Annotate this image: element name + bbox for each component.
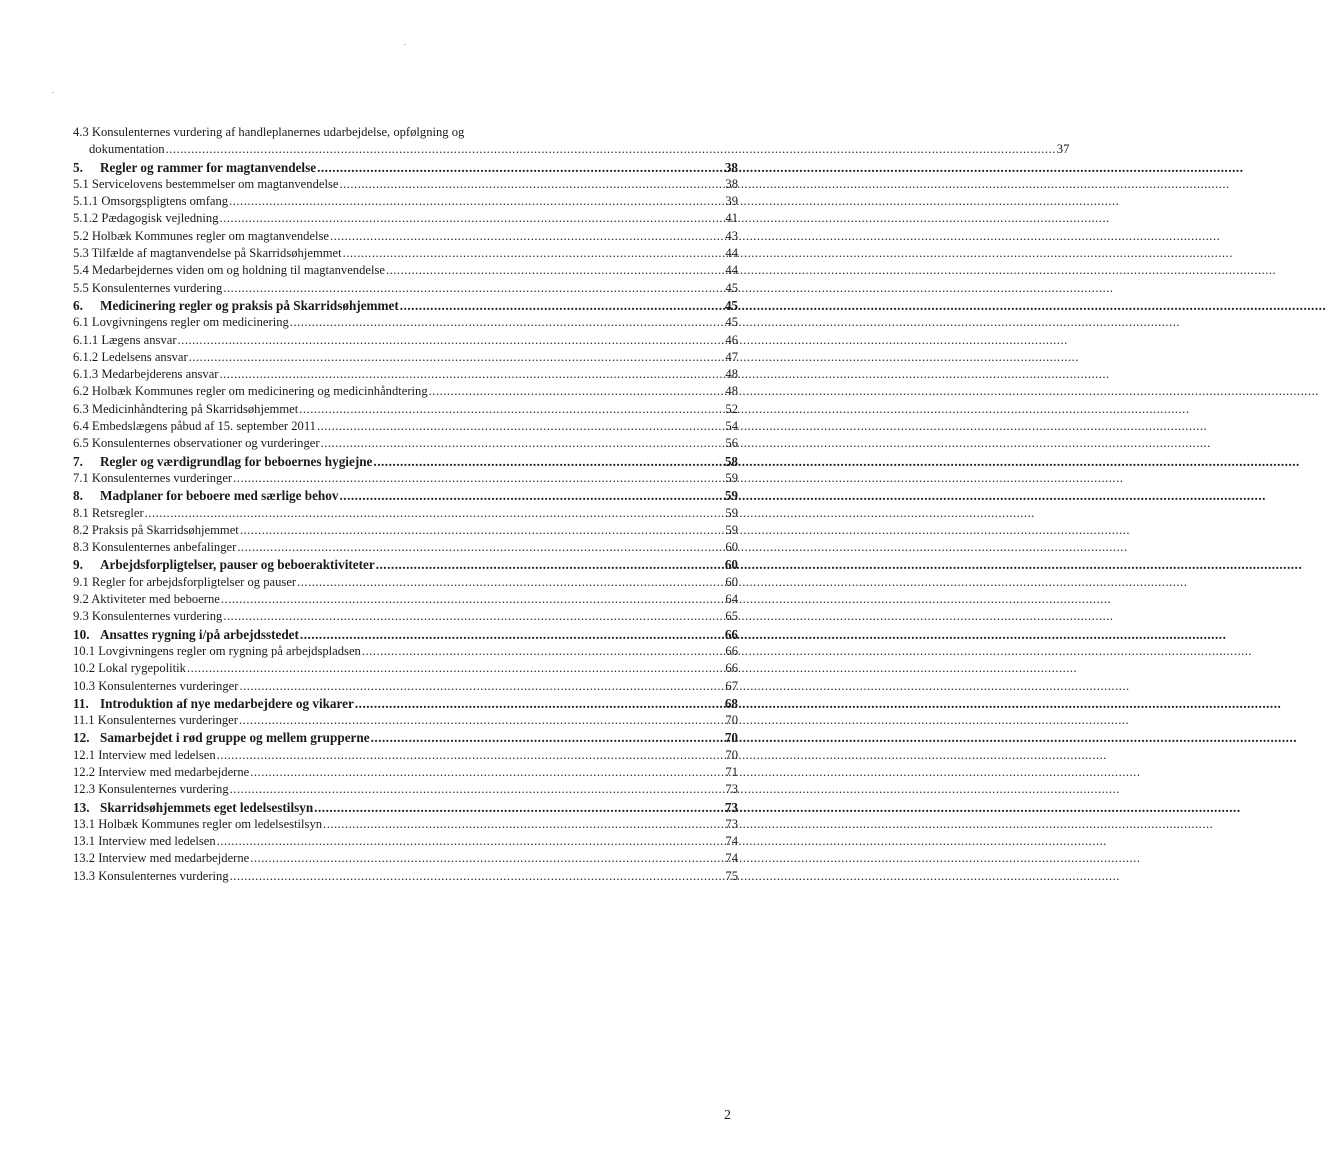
toc-entry-text: 13.1 Interview med ledelsen (73, 834, 216, 849)
toc-entry-label (73, 418, 316, 435)
toc-entry[interactable] (73, 781, 738, 798)
toc-entry[interactable] (73, 210, 738, 227)
toc-chapter-number: 12. (73, 730, 90, 746)
toc-entry-label (73, 522, 239, 539)
toc-entry-text: 5.5 Konsulenternes vurdering (73, 280, 223, 295)
toc-entry-text: 5.1 Servicelovens bestemmelser om magtanvendelse (73, 176, 339, 191)
toc-entry-label (73, 228, 329, 245)
toc-page-number: 38 (724, 159, 738, 175)
dot-leader (290, 314, 725, 331)
toc-page-number: 59 (725, 522, 738, 537)
toc-entry-label (73, 729, 370, 746)
toc-entry-label (73, 574, 296, 591)
toc-page-number: 48 (725, 384, 738, 399)
toc-page-number: 43 (725, 228, 738, 243)
toc-entry[interactable] (73, 850, 738, 867)
toc-page-number: 65 (725, 609, 738, 624)
toc-page-number: 60 (725, 574, 738, 589)
toc-entry-label (73, 453, 372, 470)
toc-entry-label (73, 539, 236, 556)
toc-chapter-heading[interactable] (73, 799, 738, 816)
dot-leader (299, 401, 724, 418)
toc-page-number: 39 (725, 194, 738, 209)
toc-entry-text: 13.1 Holbæk Kommunes regler om ledelsestilsyn (73, 816, 323, 831)
toc-entry-label (73, 850, 249, 867)
toc-entry-text: 8.1 Retsregler (73, 505, 144, 520)
toc-chapter-number: 8. (73, 488, 83, 504)
toc-entry[interactable] (73, 522, 738, 539)
toc-page-number: 73 (724, 799, 738, 815)
toc-entry-text: 9.2 Aktiviteter med beboerne (73, 592, 220, 607)
dot-leader (237, 539, 724, 556)
toc-entry-label (73, 781, 229, 798)
dot-leader (223, 608, 724, 625)
dot-leader (233, 470, 724, 487)
toc-page-number: 45 (725, 280, 738, 295)
toc-entry-text: Introduktion af nye medarbejdere og vikarer (100, 695, 354, 711)
dot-leader (400, 297, 724, 314)
dot-leader (239, 678, 724, 695)
toc-entry[interactable] (73, 574, 738, 591)
toc-entry[interactable] (73, 262, 738, 279)
toc-entry-text: 8.2 Praksis på Skarridsøhjemmet (73, 522, 239, 537)
toc-entry[interactable] (73, 833, 738, 850)
toc-entry-text: 5.2 Holbæk Kommunes regler om magtanvendelse (73, 228, 330, 243)
dot-leader (300, 626, 724, 643)
toc-entry[interactable] (73, 176, 738, 193)
toc-chapter-heading[interactable] (73, 297, 738, 314)
dot-leader (321, 435, 725, 452)
toc-entry-label (73, 297, 399, 314)
dot-leader (220, 210, 725, 227)
toc-chapter-number: 6. (73, 297, 83, 313)
dot-leader (339, 176, 724, 193)
toc-page-number: 45 (724, 297, 738, 313)
toc-page-number: 45 (725, 315, 738, 330)
toc-page-number: 47 (725, 349, 738, 364)
toc-page-number: 73 (725, 782, 738, 797)
dot-leader (376, 556, 724, 573)
toc-entry-text: Samarbejdet i rød gruppe og mellem grupperne (100, 730, 370, 746)
dot-leader (217, 747, 725, 764)
dot-leader (229, 193, 724, 210)
toc-page-number: 59 (724, 488, 738, 504)
dot-leader (219, 366, 724, 383)
toc-entry[interactable] (73, 418, 738, 435)
toc-entry[interactable] (73, 349, 738, 366)
dot-leader (250, 850, 724, 867)
dot-leader (223, 280, 724, 297)
toc-page-number: 66 (725, 643, 738, 658)
toc-entry-label (73, 280, 222, 297)
toc-entry-label (73, 159, 316, 176)
toc-page-number: 56 (725, 436, 738, 451)
toc-entry-label (73, 764, 249, 781)
toc-page-number: 58 (724, 453, 738, 469)
scan-speck (52, 92, 54, 93)
toc-entry-text: Medicinering regler og praksis på Skarridsøhjemmet (100, 297, 399, 313)
dot-leader (343, 245, 725, 262)
toc-page-number: 67 (725, 678, 738, 693)
toc-entry-text: 6.3 Medicinhåndtering på Skarridsøhjemmet (73, 401, 299, 416)
toc-entry-label (73, 262, 385, 279)
toc-entry[interactable] (73, 280, 738, 297)
toc-entry-text: 5.3 Tilfælde af magtanvendelse på Skarridsøhjemmet (73, 246, 342, 261)
dot-leader (178, 332, 725, 349)
toc-page-number: 52 (725, 401, 738, 416)
toc-entry-text: 9.3 Konsulenternes vurdering (73, 609, 223, 624)
toc-entry[interactable] (73, 470, 738, 487)
toc-entry[interactable] (73, 643, 738, 660)
toc-entry[interactable] (73, 193, 738, 210)
toc-page-number: 74 (725, 834, 738, 849)
toc-page-number: 64 (725, 592, 738, 607)
dot-leader (429, 383, 725, 400)
dot-leader (217, 833, 725, 850)
toc-entry-label (73, 401, 298, 418)
dot-leader (317, 159, 724, 176)
toc-entry-label (73, 868, 229, 885)
toc-entry-text: 13.3 Konsulenternes vurdering (73, 868, 229, 883)
toc-entry-label (73, 435, 320, 452)
toc-entry[interactable] (73, 245, 738, 262)
toc-chapter-heading[interactable] (73, 453, 738, 470)
toc-entry[interactable] (73, 747, 738, 764)
toc-entry-label-continued: dokumentation (89, 142, 165, 157)
toc-page-number: 66 (725, 661, 738, 676)
toc-entry-text: 13.2 Interview med medarbejderne (73, 851, 250, 866)
toc-chapter-number: 5. (73, 159, 83, 175)
toc-entry-label (73, 712, 238, 729)
dot-leader (362, 643, 725, 660)
toc-entry-text: 10.3 Konsulenternes vurderinger (73, 678, 239, 693)
toc-page-number: 70 (725, 747, 738, 762)
toc-entry-label (73, 556, 375, 573)
scan-speck (404, 44, 406, 45)
toc-page-number: 73 (725, 816, 738, 831)
toc-entry-text: Regler og rammer for magtanvendelse (100, 159, 317, 175)
toc-entry-text: Ansattes rygning i/på arbejdsstedet (100, 626, 299, 642)
toc-entry[interactable] (73, 314, 738, 331)
toc-entry-label (73, 332, 177, 349)
toc-entry[interactable] (73, 712, 738, 729)
toc-chapter-number: 11. (73, 695, 89, 711)
toc-page-number: 60 (724, 557, 738, 573)
toc-entry-text: 5.1.1 Omsorgspligtens omfang (73, 194, 229, 209)
toc-chapter-heading[interactable] (73, 729, 738, 746)
dot-leader (145, 505, 725, 522)
toc-page-number: 59 (725, 505, 738, 520)
dot-leader (230, 868, 725, 885)
toc-page-number: 60 (725, 540, 738, 555)
toc-entry-text: 7.1 Konsulenternes vurderinger (73, 470, 233, 485)
toc-chapter-number: 9. (73, 557, 83, 573)
toc-chapter-number: 7. (73, 453, 83, 469)
toc-page-number: 44 (725, 263, 738, 278)
dot-leader (314, 799, 724, 816)
toc-entry-label (73, 591, 220, 608)
toc-page-number: 74 (725, 851, 738, 866)
dot-leader (189, 349, 725, 366)
toc-chapter-heading[interactable] (73, 626, 738, 643)
dot-leader (250, 764, 724, 781)
toc-entry-label (73, 366, 218, 383)
toc-page-number: 44 (725, 246, 738, 261)
toc-page-number: 68 (724, 695, 738, 711)
dot-leader (240, 522, 725, 539)
toc-page-number: 70 (724, 730, 738, 746)
toc-entry-text: 6.2 Holbæk Kommunes regler om medicinering og medicinhåndtering (73, 384, 428, 399)
dot-leader (317, 418, 724, 435)
toc-chapter-heading[interactable] (73, 695, 738, 712)
toc-page-number: 54 (725, 419, 738, 434)
toc-entry-label (73, 176, 338, 193)
toc-entry-text: 8.3 Konsulenternes anbefalinger (73, 540, 237, 555)
dot-leader (373, 453, 723, 470)
toc-page-number: 48 (725, 367, 738, 382)
toc-entry[interactable] (73, 816, 738, 833)
toc-entry-text: 12.3 Konsulenternes vurdering (73, 782, 229, 797)
toc-page-number: 59 (725, 470, 738, 485)
toc-page-number: 75 (725, 868, 738, 883)
toc-page-number: 38 (725, 176, 738, 191)
toc-entry-label (73, 470, 232, 487)
toc-entry-label (73, 799, 313, 816)
toc-chapter-number: 10. (73, 626, 90, 642)
toc-chapter-number: 13. (73, 799, 90, 815)
toc-chapter-heading[interactable] (73, 159, 738, 176)
toc-page-number: 41 (725, 211, 738, 226)
toc-entry-label (73, 816, 322, 833)
toc-entry-text: 9.1 Regler for arbejdsforpligtelser og pauser (73, 574, 297, 589)
dot-leader (339, 487, 723, 504)
toc-chapter-heading[interactable] (73, 487, 738, 504)
toc-entry-label (73, 487, 338, 504)
toc-entry-text: 11.1 Konsulenternes vurderinger (73, 713, 238, 728)
toc-entry[interactable] (73, 539, 738, 556)
toc-entry-text: Skarridsøhjemmets eget ledelsestilsyn (100, 799, 314, 815)
toc-entry-label (73, 193, 228, 210)
toc-entry-label (73, 626, 299, 643)
toc-entry-label (73, 660, 186, 677)
dot-leader (371, 729, 724, 746)
toc-entry-label (73, 245, 342, 262)
toc-entry-label (73, 210, 219, 227)
toc-entry-text: 6.1.2 Ledelsens ansvar (73, 349, 188, 364)
toc-entry-text: 5.1.2 Pædagogisk vejledning (73, 211, 219, 226)
toc-entry-label (73, 383, 428, 400)
dot-leader (221, 591, 725, 608)
dot-leader (297, 574, 724, 591)
toc-entry[interactable] (73, 868, 738, 885)
dot-leader (230, 781, 725, 798)
toc-entry-text: 10.2 Lokal rygepolitik (73, 661, 186, 676)
toc-entry[interactable] (73, 678, 738, 695)
dot-leader (355, 695, 724, 712)
toc-page-number: 66 (724, 626, 738, 642)
toc-chapter-heading[interactable] (73, 556, 738, 573)
toc-entry[interactable] (73, 660, 738, 677)
toc-entry-text: 6.1.1 Lægens ansvar (73, 332, 177, 347)
toc-entry[interactable] (73, 383, 738, 400)
toc-entry-text: 6.4 Embedslægens påbud af 15. september 2011 (73, 419, 316, 434)
page-number: 2 (724, 1108, 731, 1123)
dot-leader (330, 228, 724, 245)
toc-entry[interactable] (73, 591, 738, 608)
toc-page-number: 37 (1056, 142, 1070, 157)
toc-page-number: 70 (725, 713, 738, 728)
toc-entry[interactable] (73, 332, 738, 349)
toc-entry-label (73, 505, 144, 522)
toc-entry[interactable] (73, 401, 738, 418)
toc-entry-text: Arbejdsforpligtelser, pauser og beboeraktiviteter (100, 557, 375, 573)
toc-entry-text: Madplaner for beboere med særlige behov (100, 488, 339, 504)
toc-entry-text: 6.5 Konsulenternes observationer og vurderinger (73, 436, 320, 451)
toc-entry[interactable] (73, 505, 738, 522)
toc-entry[interactable] (73, 764, 738, 781)
toc-entry[interactable] (73, 366, 738, 383)
toc-entry-text: 12.2 Interview med medarbejderne (73, 764, 250, 779)
toc-entry-text: 12.1 Interview med ledelsen (73, 747, 216, 762)
toc-entry-label (73, 608, 222, 625)
toc-entry[interactable] (73, 228, 738, 245)
toc-entry[interactable] (73, 608, 738, 625)
toc-entry-label (73, 747, 216, 764)
toc-entry-text: 10.1 Lovgivningens regler om rygning på arbejdspladsen (73, 643, 361, 658)
toc-entry-label: 4.3 Konsulenternes vurdering af handleplanernes udarbejdelse, opfølgning og (73, 125, 465, 139)
toc-entry-label (73, 314, 289, 331)
toc-entry-label (73, 678, 238, 695)
table-of-contents (73, 124, 1070, 885)
toc-entry-4-3[interactable] (73, 124, 1070, 159)
dot-leader (187, 660, 724, 677)
toc-entry-text: 6.1.3 Medarbejderens ansvar (73, 367, 219, 382)
toc-entry-text: 5.4 Medarbejdernes viden om og holdning til magtanvendelse (73, 263, 385, 278)
toc-page-number: 71 (725, 764, 738, 779)
toc-entry-label (73, 833, 216, 850)
toc-entry-text: 6.1 Lovgivningens regler om medicinering (73, 315, 289, 330)
toc-entry-label (73, 695, 354, 712)
toc-entry[interactable] (73, 435, 738, 452)
dot-leader (386, 262, 724, 279)
toc-entry-label (73, 643, 361, 660)
toc-page-number: 46 (725, 332, 738, 347)
toc-entry-label (73, 349, 188, 366)
dot-leader (166, 141, 1056, 158)
dot-leader (239, 712, 724, 729)
toc-entry-text: Regler og værdigrundlag for beboernes hygiejne (100, 453, 373, 469)
dot-leader (323, 816, 724, 833)
